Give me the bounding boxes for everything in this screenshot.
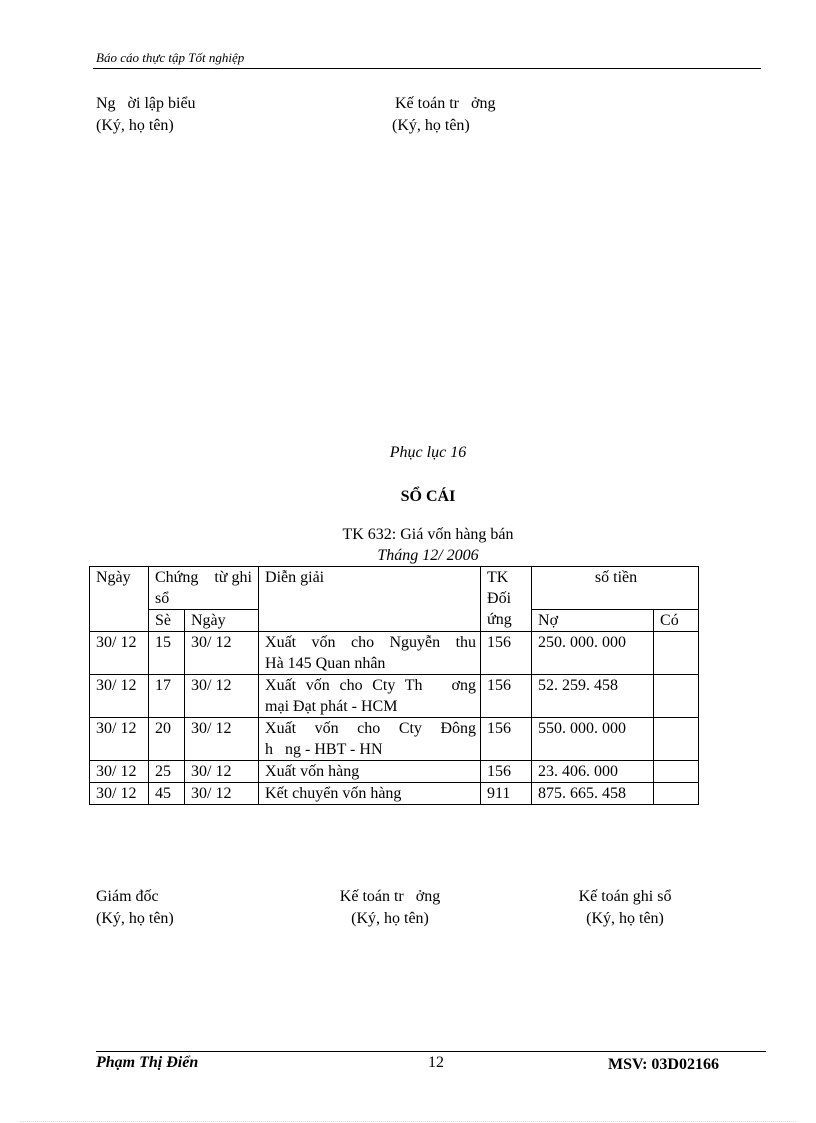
signature-role: Kế toán tr ởng (395, 95, 496, 112)
header-voucher: Chứng từ ghi sổ (149, 567, 259, 610)
row-debit: 550. 000. 000 (532, 718, 654, 761)
table-row (90, 632, 699, 675)
signature-note: (Ký, họ tên) (96, 910, 174, 927)
header-amount: số tiền (532, 567, 699, 610)
signature-director (96, 886, 174, 930)
row-account: 156 (481, 632, 532, 675)
page-number: 12 (428, 1054, 444, 1071)
report-header: Báo cáo thực tập Tốt nghiệp (96, 50, 245, 65)
header-voucher-date: Ngày (185, 610, 259, 632)
header-credit: Có (654, 610, 699, 632)
header-account: TK Đối ứng (481, 567, 532, 632)
signature-role: Giám đốc (96, 888, 159, 905)
row-description (259, 718, 481, 761)
row-voucher-no: 45 (149, 783, 185, 805)
row-date: 30/ 12 (90, 675, 149, 718)
row-account: 156 (481, 675, 532, 718)
signature-note: (Ký, họ tên) (96, 117, 174, 134)
row-voucher-date: 30/ 12 (185, 783, 259, 805)
row-voucher-date: 30/ 12 (185, 632, 259, 675)
row-date: 30/ 12 (90, 632, 149, 675)
footer-divider (96, 1051, 766, 1052)
row-description (259, 632, 481, 675)
table-header-row (90, 567, 699, 610)
table-row (90, 675, 699, 718)
row-voucher-no: 15 (149, 632, 185, 675)
row-description-line2: mại Đạt phát - HCM (265, 698, 398, 715)
appendix-label: Phục lục 16 (389, 444, 467, 461)
row-debit: 875. 665. 458 (532, 783, 654, 805)
row-account: 911 (481, 783, 532, 805)
row-account: 156 (481, 718, 532, 761)
account-subtitle: TK 632: Giá vốn hàng bán (342, 526, 514, 543)
signature-preparer (96, 93, 196, 137)
row-description: Xuất vốn hàng (259, 761, 481, 783)
header-description: Diễn giải (259, 567, 481, 632)
row-description (259, 675, 481, 718)
row-description-line1: Xuất vốn cho Cty Đông (265, 720, 477, 737)
table-row (90, 783, 699, 805)
row-description-line2: Hà 145 Quan nhân (265, 655, 386, 672)
table-row (90, 761, 699, 783)
student-id: MSV: 03D02166 (608, 1056, 719, 1073)
signature-note: (Ký, họ tên) (351, 910, 429, 927)
row-voucher-date: 30/ 12 (185, 675, 259, 718)
signature-chief-accountant-bottom (325, 886, 455, 930)
ledger-table (89, 566, 699, 805)
page-bottom-border (20, 1121, 796, 1122)
page-title: SỔ CÁI (400, 488, 456, 505)
header-date: Ngày (90, 567, 149, 632)
row-credit (654, 675, 699, 718)
period-label: Tháng 12/ 2006 (377, 547, 479, 564)
row-description-line2: h ng - HBT - HN (265, 741, 383, 758)
row-debit: 52. 259. 458 (532, 675, 654, 718)
row-voucher-no: 17 (149, 675, 185, 718)
row-description: Kết chuyển vốn hàng (259, 783, 481, 805)
row-date: 30/ 12 (90, 718, 149, 761)
signature-note: (Ký, họ tên) (392, 117, 470, 134)
row-debit: 23. 406. 000 (532, 761, 654, 783)
header-voucher-no: Sè (149, 610, 185, 632)
row-credit (654, 761, 699, 783)
row-description-line1: Xuất vốn cho Cty Th ơng (265, 677, 477, 694)
row-voucher-no: 20 (149, 718, 185, 761)
signature-bookkeeper (560, 886, 690, 930)
row-credit (654, 632, 699, 675)
signature-role: Ng ời lập biểu (96, 95, 196, 112)
row-date: 30/ 12 (90, 761, 149, 783)
header-divider (93, 68, 761, 69)
row-date: 30/ 12 (90, 783, 149, 805)
row-account: 156 (481, 761, 532, 783)
row-debit: 250. 000. 000 (532, 632, 654, 675)
signature-note: (Ký, họ tên) (586, 910, 664, 927)
row-credit (654, 718, 699, 761)
row-voucher-no: 25 (149, 761, 185, 783)
row-voucher-date: 30/ 12 (185, 718, 259, 761)
signature-chief-accountant (392, 93, 495, 137)
table-row (90, 718, 699, 761)
signature-role: Kế toán ghi sổ (578, 888, 672, 905)
row-voucher-date: 30/ 12 (185, 761, 259, 783)
row-credit (654, 783, 699, 805)
footer-author: Phạm Thị Điển (96, 1054, 199, 1071)
row-description-line1: Xuất vốn cho Nguyễn thu (265, 634, 477, 651)
signature-role: Kế toán tr ởng (339, 888, 441, 905)
header-debit: Nợ (532, 610, 654, 632)
